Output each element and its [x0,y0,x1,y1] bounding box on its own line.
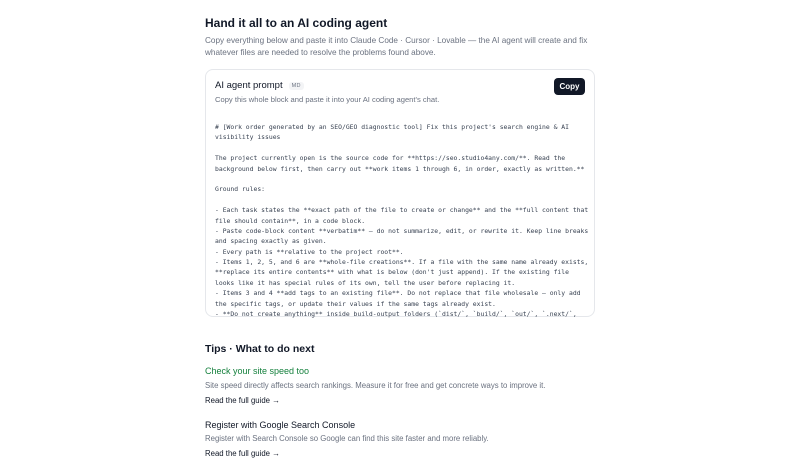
prompt-line [215,195,589,205]
prompt-card-subtitle: Copy this whole block and paste it into your AI coding agent's chat. [215,95,440,104]
prompt-card-header [215,80,304,91]
prompt-card [205,69,595,317]
prompt-line: - **Do not create anything** inside build-output folders (`dist/`, `build/`, `out/`, `.next/`, [215,310,577,319]
prompt-text-area[interactable] [215,122,589,319]
tip-link-search-console[interactable]: Read the full guide → [205,449,280,458]
handoff-description: Copy everything below and paste it into Claude Code · Cursor · Lovable — the AI agent will create and fix whatever files are needed to resolve the problems found above. [205,36,588,57]
tip-description-site-speed: Site speed directly affects search rankings. Measure it for free and get concrete ways to improve it. [205,381,546,390]
prompt-card-title: AI agent prompt [215,80,283,91]
prompt-line: Ground rules: [215,185,266,194]
prompt-line: file should contain**, in a code block. [215,216,366,225]
prompt-line: visibility issues [215,133,281,142]
prompt-line: # [Work order generated by an SEO/GEO diagnostic tool] Fix this project's search engine & AI [215,123,569,131]
copy-button[interactable]: Copy [554,78,585,95]
prompt-line: The project currently open is the source code for **https://seo.studio4any.com/**. Read the [215,154,566,163]
tip-description-search-console: Register with Search Console so Google can find this site faster and more reliably. [205,434,489,443]
prompt-line: **replace its entire contents** with what is below (don't just append). If the existing file [215,268,569,277]
tip-title-search-console[interactable]: Register with Google Search Console [205,420,356,430]
prompt-line: the specific tags, or update their values if the same tags already exist. [215,299,496,308]
markdown-badge: MD [289,82,304,90]
tip-link-site-speed[interactable]: Read the full guide → [205,396,280,405]
handoff-title: Hand it all to an AI coding agent [205,16,388,30]
prompt-line: - Paste code-block content **verbatim** — do not summarize, edit, or rewrite it. Keep line breaks [215,226,589,235]
prompt-line [215,143,589,153]
prompt-line: - Each task states the **exact path of the file to create or change** and the **full content that [215,206,589,215]
tip-title-site-speed[interactable]: Check your site speed too [205,366,310,376]
prompt-line [215,174,589,184]
prompt-line: - Every path is **relative to the project root**. [215,247,404,256]
tips-title: Tips · What to do next [205,343,315,355]
prompt-line: background below first, then carry out **work items 1 through 6, in order, exactly as written.** [215,164,585,173]
prompt-line: - Items 1, 2, 5, and 6 are **whole-file creations**. If a file with the same name already exists, [215,258,589,267]
prompt-line: - Items 3 and 4 **add tags to an existing file**. Do not replace that file wholesale — only add [215,289,581,298]
prompt-line: looks like it has special rules of its own, tell the user before replacing it. [215,278,516,287]
prompt-line: and spacing exactly as given. [215,237,327,246]
